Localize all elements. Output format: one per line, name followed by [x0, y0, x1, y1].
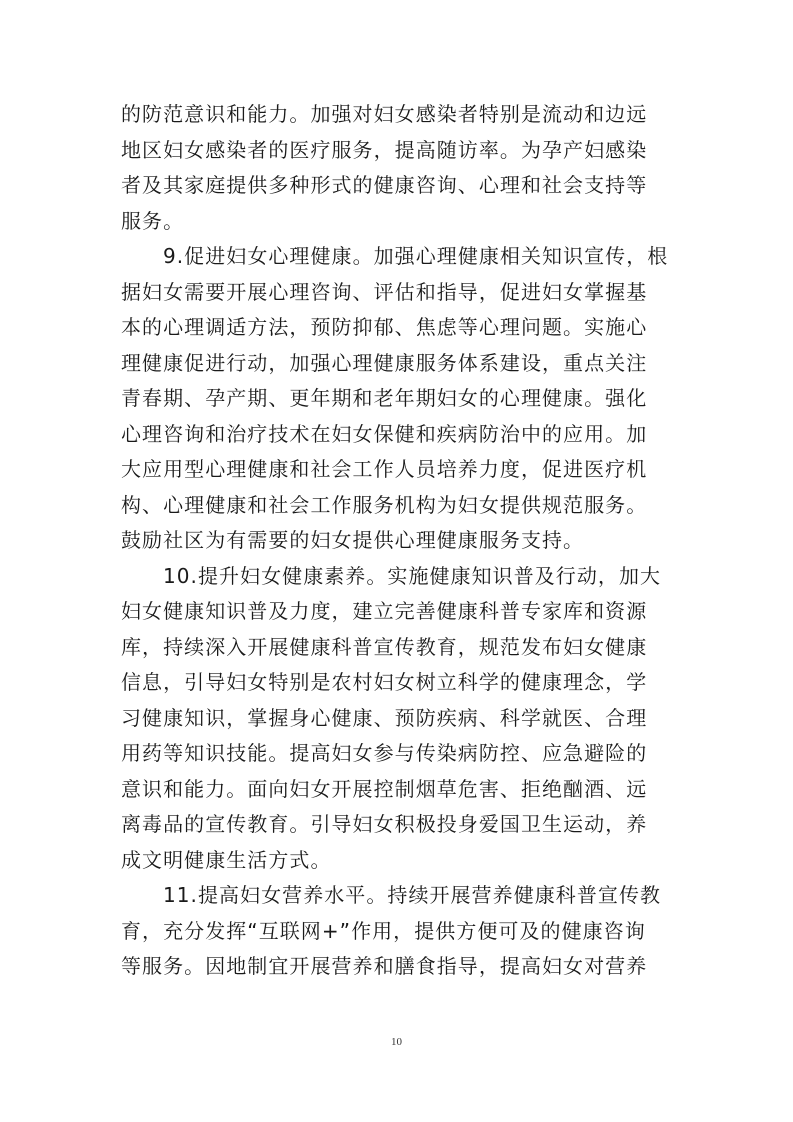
text-line: 习健康知识，掌握身心健康、预防疾病、科学就医、合理	[121, 705, 648, 730]
paragraph-10-health-literacy	[121, 559, 676, 879]
text-line: 本的心理调适方法，预防抑郁、焦虑等心理问题。实施心	[121, 315, 648, 339]
text-line: 的防范意识和能力。加强对妇女感染者特别是流动和边远	[121, 102, 648, 126]
text-line: 9.促进妇女心理健康。加强心理健康相关知识宣传，根	[163, 244, 669, 268]
page-number: 10	[391, 1036, 402, 1048]
text-line: 理健康促进行动，加强心理健康服务体系建设，重点关注	[121, 350, 648, 375]
text-line: 11.提高妇女营养水平。持续开展营养健康科普宣传教	[163, 883, 662, 907]
text-line: 库，持续深入开展健康科普宣传教育，规范发布妇女健康	[121, 634, 648, 659]
paragraph-11-nutrition	[121, 878, 676, 985]
text-line: 大应用型心理健康和社会工作人员培养力度，促进医疗机	[121, 457, 648, 481]
paragraph-continued	[121, 97, 676, 239]
text-line: 用药等知识技能。提高妇女参与传染病防控、应急避险的	[121, 741, 648, 765]
text-line: 者及其家庭提供多种形式的健康咨询、心理和社会支持等	[121, 173, 648, 197]
text-line: 青春期、孕产期、更年期和老年期妇女的心理健康。强化	[121, 386, 648, 410]
text-line: 育，充分发挥“互联网+”作用，提供方便可及的健康咨询	[121, 918, 646, 943]
text-line: 心理咨询和治疗技术在妇女保健和疾病防治中的应用。加	[121, 421, 648, 446]
text-line: 等服务。因地制宜开展营养和膳食指导，提高妇女对营养	[121, 954, 648, 978]
text-line: 地区妇女感染者的医疗服务，提高随访率。为孕产妇感染	[121, 137, 648, 162]
paragraph-9-mental-health	[121, 239, 676, 559]
text-line: 10.提升妇女健康素养。实施健康知识普及行动，加大	[163, 563, 662, 588]
text-line: 鼓励社区为有需要的妇女提供心理健康服务支持。	[121, 528, 585, 552]
page-body	[121, 97, 676, 985]
text-line: 服务。	[121, 208, 185, 233]
text-line: 成文明健康生活方式。	[121, 847, 332, 872]
text-line: 离毒品的宣传教育。引导妇女积极投身爱国卫生运动，养	[121, 812, 648, 836]
text-line: 信息，引导妇女特别是农村妇女树立科学的健康理念，学	[121, 670, 648, 694]
text-line: 据妇女需要开展心理咨询、评估和指导，促进妇女掌握基	[121, 279, 648, 304]
text-line: 妇女健康知识普及力度，建立完善健康科普专家库和资源	[121, 599, 648, 623]
text-line: 意识和能力。面向妇女开展控制烟草危害、拒绝酗酒、远	[121, 776, 648, 801]
text-line: 构、心理健康和社会工作服务机构为妇女提供规范服务。	[121, 492, 648, 517]
